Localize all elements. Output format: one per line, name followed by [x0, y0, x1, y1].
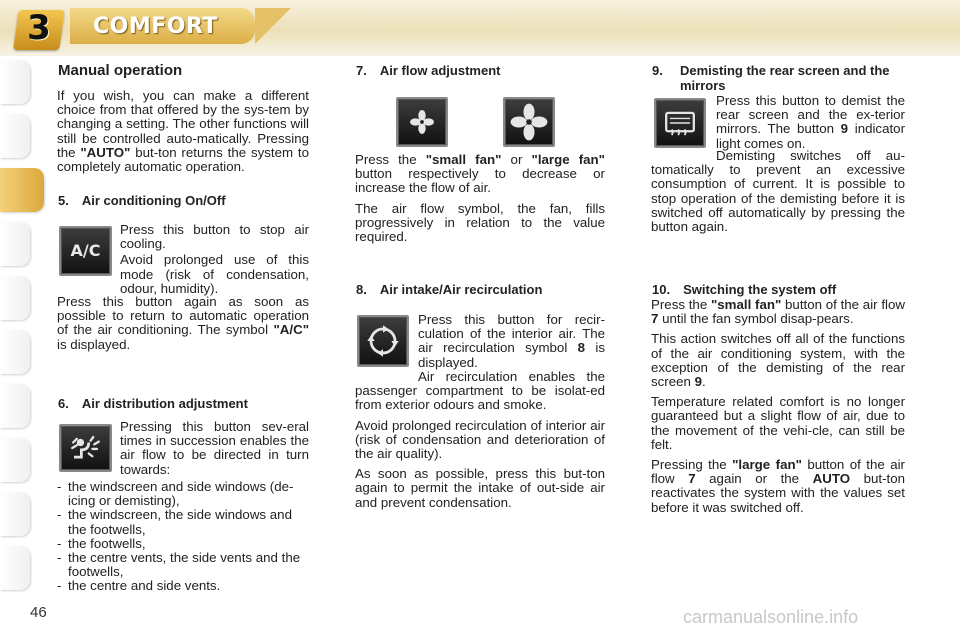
s8-p3: Avoid prolonged recirculation of interior air (risk of condensation and deterioration of the air quality). [355, 417, 605, 462]
s8-p2: Air recirculation enables the passenger compartment to be isolat-ed from exterior odours and smoke. [355, 369, 605, 413]
list-item: - the centre and side vents. [57, 579, 309, 593]
s10-p4b: button of the air flow [651, 457, 905, 487]
intro-text-a: If you wish, you can make a different choice from that offered by the sys-tem by changing a setting. The other functions will still be controlled auto-matically. Pressing the [57, 88, 309, 160]
air-distribution-list [57, 480, 309, 594]
s10-p4a: Pressing the [651, 457, 733, 473]
s10-p1a: Press the [651, 297, 711, 312]
s6-p1: Pressing this button sev-eral times in succession enables the air flow to be directed in turn towards: [120, 419, 309, 477]
intro-text-b: but-ton returns the system to completely automatic operation. [57, 144, 310, 175]
s9-p1b: indicator light comes on. [716, 121, 905, 151]
s10-p4c: again or the [695, 471, 813, 487]
side-tab-5[interactable] [0, 276, 30, 320]
s10-p2-ref: 9 [694, 374, 703, 390]
s10-p4d: but-ton reactivates the system with the values set before it was switched off. [651, 471, 906, 515]
section-8-text [418, 313, 605, 370]
section-5-text [120, 223, 309, 296]
side-tab-6[interactable] [0, 330, 30, 374]
heading-9-text: Demisting the rear screen and the mirrors [680, 63, 890, 93]
side-tab-7[interactable] [0, 384, 30, 428]
s5-p1: Press this button to stop air cooling. [120, 222, 309, 252]
s7-small-fan: "small fan" [425, 152, 502, 167]
list-item: - the footwells, [57, 537, 309, 551]
side-tab-10[interactable] [0, 546, 30, 590]
heading-9-num: 9. [652, 63, 663, 78]
rear-demist-button-icon [654, 98, 706, 148]
s7-p1a: Press the [355, 152, 426, 167]
s10-auto: AUTO [812, 471, 851, 487]
s7-p1c: button respectively to decrease or increase the flow of air. [355, 166, 605, 196]
s9-p2: Demisting switches off au-tomatically to prevent an excessive consumption of current. It is possible to stop operation of the demisting before it is switched off automatically by pressing the button again. [651, 148, 905, 235]
intro-paragraph [57, 89, 309, 174]
s10-p4-ref: 7 [688, 471, 696, 487]
s10-p2b: . [702, 374, 706, 390]
side-tab-9[interactable] [0, 492, 30, 536]
heading-10-system-off: 10. Switching the system off [652, 282, 837, 297]
list-item: - the windscreen and side windows (de-icing or demisting), [57, 480, 309, 508]
s8-p1-ref: 8 [577, 340, 586, 356]
section-5-text-2 [57, 295, 309, 352]
watermark: carmanualsonline.info [683, 607, 859, 627]
s9-p1a: Press this button to demist the rear screen and the ex-terior mirrors. The button [716, 93, 905, 137]
heading-9-demisting [652, 63, 907, 93]
section-10-text [651, 298, 905, 515]
ac-icon-label: A/C [70, 240, 101, 260]
s10-small-fan: "small fan" [710, 297, 782, 312]
side-tab-8[interactable] [0, 438, 30, 482]
s8-p1b: is displayed. [418, 340, 605, 370]
s10-p2a: This action switches off all of the functions of the air conditioning system, with the exception of the demisting of the rear screen [651, 331, 905, 390]
s10-p1-ref: 7 [651, 311, 659, 327]
s10-p3: Temperature related comfort is no longer guaranteed but a slight flow of air, due to the movement of the vehi-cle, can still be felt. [651, 394, 905, 452]
section-7-text [355, 153, 605, 244]
s9-p1-ref: 9 [840, 121, 849, 137]
s10-p1b: button of the air flow [781, 297, 905, 312]
section-9-text [716, 94, 905, 151]
s5-p3-ac: "A/C" [273, 322, 309, 338]
s8-p4: As soon as possible, press this but-ton again to permit the intake of out-side air and prevent condensation. [355, 466, 605, 510]
section-title-manual-operation: Manual operation [58, 62, 183, 79]
s8-p1a: Press this button for recir-culation of the interior air. The air recirculation symbol [418, 312, 605, 356]
section-6-text [120, 420, 309, 477]
chapter-header [0, 0, 960, 56]
side-tab-1[interactable] [0, 60, 30, 104]
side-tab-3-active[interactable] [0, 168, 44, 212]
chapter-title: COMFORT [93, 14, 218, 39]
small-fan-button-icon [396, 97, 448, 147]
heading-8-air-intake: 8. Air intake/Air recirculation [356, 282, 543, 297]
recirculation-button-icon [357, 315, 409, 367]
side-tab-2[interactable] [0, 114, 30, 158]
s5-p3b: is displayed. [57, 336, 131, 352]
section-8-text-2 [355, 368, 605, 510]
section-9-text-2 [651, 149, 905, 234]
s5-p3a: Press this button again as soon as possible to return to automatic operation of the air conditioning. The symbol [57, 294, 309, 338]
s7-p1b: or [501, 152, 532, 167]
s7-p2: The air flow symbol, the fan, fills progressively in relation to the value required. [355, 200, 605, 245]
s5-p2: Avoid prolonged use of this mode (risk of condensation, odour, humidity). [120, 252, 309, 296]
list-item: - the windscreen, the side windows and the footwells, [57, 508, 309, 536]
large-fan-button-icon [503, 97, 555, 147]
heading-6-air-distribution: 6. Air distribution adjustment [58, 396, 248, 411]
side-tab-4[interactable] [0, 222, 30, 266]
air-distribution-icon [59, 424, 112, 472]
list-item: - the centre vents, the side vents and the footwells, [57, 551, 309, 579]
chapter-number: 3 [27, 8, 51, 48]
s10-p1c: until the fan symbol disap-pears. [658, 311, 854, 327]
s10-large-fan: "large fan" [732, 457, 802, 473]
page-number: 46 [30, 604, 47, 621]
heading-5-air-conditioning: 5. Air conditioning On/Off [58, 193, 226, 208]
s7-large-fan: "large fan" [531, 152, 605, 167]
intro-auto: "AUTO" [80, 144, 131, 160]
ac-button-icon [59, 226, 112, 276]
heading-7-air-flow: 7. Air flow adjustment [356, 63, 501, 78]
